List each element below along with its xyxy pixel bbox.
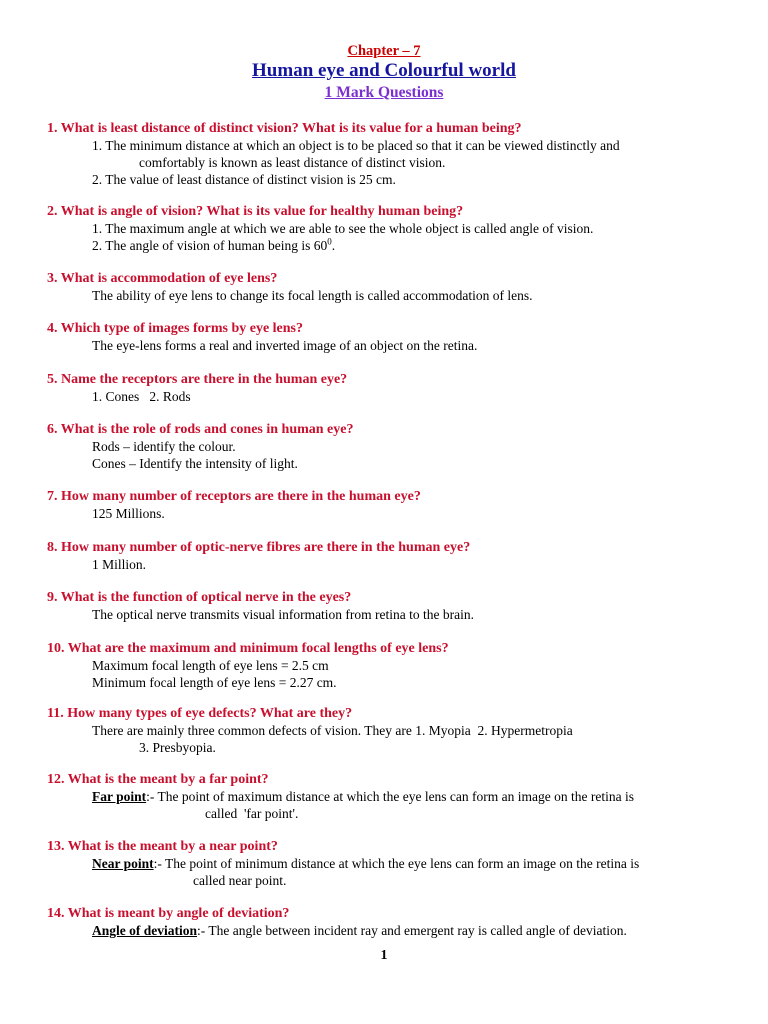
question-3: 3. What is accommodation of eye lens? [47,271,278,286]
page-title: Human eye and Colourful world [252,60,516,81]
answer-7: 125 Millions. [92,506,165,521]
answer-2-line-2-text: 2. The angle of vision of human being is 60 [92,238,328,253]
question-7: 7. How many number of receptors are there in the human eye? [47,489,421,504]
answer-6-line-1: Rods – identify the colour. [92,439,236,454]
qa-block-1 [0,120,768,188]
question-6: 6. What is the role of rods and cones in human eye? [47,422,354,437]
answer-14-line-1 [0,922,768,939]
chapter-heading: Chapter – 7 [347,43,421,59]
answer-13-line-2: called near point. [193,873,287,888]
answer-12-line-1 [0,788,768,805]
question-2: 2. What is angle of vision? What is its value for healthy human being? [47,204,464,219]
answer-1-line-3: 2. The value of least distance of distinct vision is 25 cm. [92,172,396,187]
answer-2-line-1: 1. The maximum angle at which we are able to see the whole object is called angle of vision. [92,221,594,236]
qa-block-2 [0,203,768,254]
qa-block-12 [0,771,768,822]
question-9: 9. What is the function of optical nerve in the eyes? [47,590,352,605]
answer-1-line-2: comfortably is known as least distance of distinct vision. [139,155,446,170]
question-13: 13. What is the meant by a near point? [47,839,278,854]
qa-block-6 [0,421,768,472]
question-4: 4. Which type of images forms by eye lens? [47,321,303,336]
answer-5: 1. Cones 2. Rods [92,389,191,404]
answer-2-line-2-end: . [331,238,336,253]
qa-block-11 [0,705,768,756]
answer-13-line-1 [0,855,768,872]
question-12: 12. What is the meant by a far point? [47,772,269,787]
answer-12-text: :- The point of maximum distance at which the eye lens can form an image on the retina is [146,789,634,804]
answer-10-line-2: Minimum focal length of eye lens = 2.27 cm. [92,675,337,690]
question-1: 1. What is least distance of distinct vision? What is its value for a human being? [47,121,522,136]
question-8: 8. How many number of optic-nerve fibres are there in the human eye? [47,540,471,555]
page-number: 1 [380,948,388,963]
qa-block-8 [0,539,768,573]
term-near-point: Near point [92,856,154,871]
qa-block-4 [0,320,768,354]
answer-4: The eye-lens forms a real and inverted image of an object on the retina. [92,338,478,353]
qa-block-3 [0,270,768,304]
degree-superscript: 0 [327,236,332,247]
question-14: 14. What is meant by angle of deviation? [47,906,290,921]
answer-3: The ability of eye lens to change its focal length is called accommodation of lens. [92,288,533,303]
qa-block-14 [0,905,768,939]
answer-13-text: :- The point of minimum distance at which the eye lens can form an image on the retina is [153,856,640,871]
question-11: 11. How many types of eye defects? What are they? [47,706,353,721]
term-angle-of-deviation: Angle of deviation [92,923,198,938]
section-subtitle: 1 Mark Questions [324,84,444,101]
term-far-point: Far point [92,789,147,804]
answer-10-line-1: Maximum focal length of eye lens = 2.5 cm [92,658,329,673]
answer-11-line-1: There are mainly three common defects of vision. They are 1. Myopia 2. Hypermetropia [92,723,573,738]
qa-block-7 [0,488,768,522]
answer-11-line-2: 3. Presbyopia. [139,740,216,755]
qa-block-9 [0,589,768,623]
answer-1-line-1: 1. The minimum distance at which an object is to be placed so that it can be viewed distinctly and [92,138,620,153]
question-10: 10. What are the maximum and minimum focal lengths of eye lens? [47,641,449,656]
answer-14-text: :- The angle between incident ray and emergent ray is called angle of deviation. [197,923,627,938]
answer-8: 1 Million. [92,557,147,572]
qa-block-10 [0,640,768,691]
question-5: 5. Name the receptors are there in the human eye? [47,372,348,387]
answer-6-line-2: Cones – Identify the intensity of light. [92,456,298,471]
answer-2-line-2 [0,237,768,254]
qa-block-13 [0,838,768,889]
qa-block-5 [0,371,768,405]
answer-9: The optical nerve transmits visual information from retina to the brain. [92,607,475,622]
answer-12-line-2: called 'far point'. [205,806,299,821]
